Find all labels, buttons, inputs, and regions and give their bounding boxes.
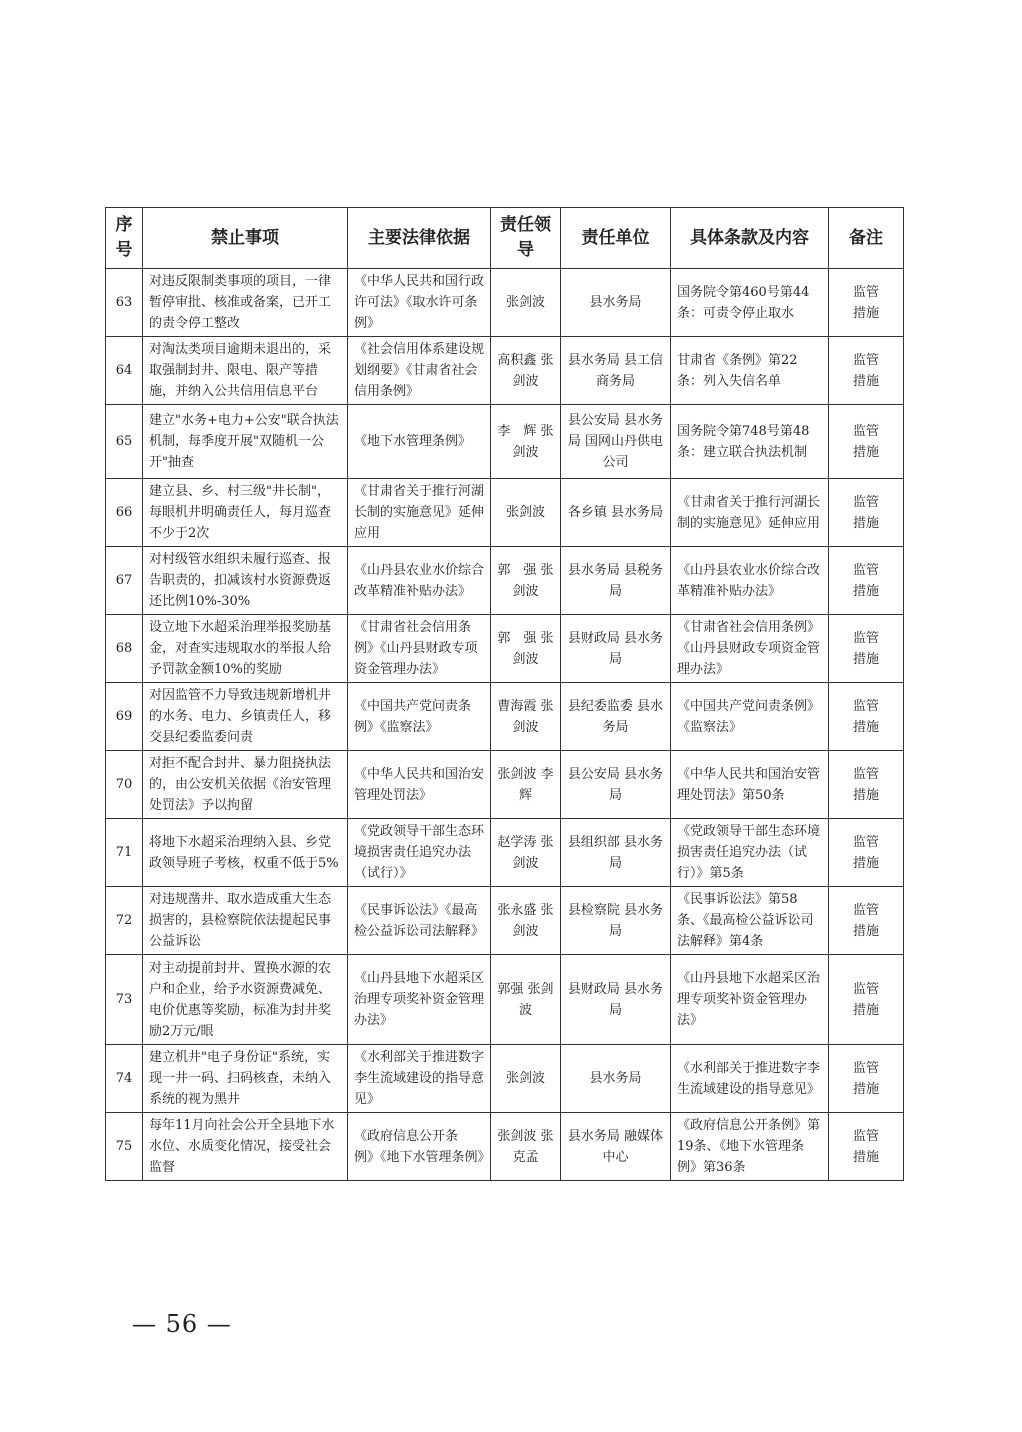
cell-basis: 《山丹县农业水价综合改革精准补贴办法》 <box>348 547 491 615</box>
cell-leader: 张剑波 李 辉 <box>491 751 561 819</box>
cell-leader: 张剑波 张克孟 <box>491 1113 561 1181</box>
cell-remark: 监管措施 <box>829 1045 904 1113</box>
cell-leader: 郭强 张剑波 <box>491 955 561 1045</box>
cell-seq: 67 <box>106 547 143 615</box>
cell-unit: 县公安局 县水务局 <box>561 751 671 819</box>
header-remark: 备注 <box>829 208 904 269</box>
cell-seq: 72 <box>106 887 143 955</box>
header-item: 禁止事项 <box>143 208 348 269</box>
cell-basis: 《山丹县地下水超采区治理专项奖补资金管理办法》 <box>348 955 491 1045</box>
cell-item: 对因监管不力导致违规新增机井的水务、电力、乡镇责任人，移交县纪委监委问责 <box>143 683 348 751</box>
cell-remark: 监管措施 <box>829 479 904 547</box>
cell-clause: 《甘肃省社会信用条例》《山丹县财政专项资金管理办法》 <box>671 615 829 683</box>
cell-clause: 《民事诉讼法》第58条、《最高检公益诉讼司法解释》第4条 <box>671 887 829 955</box>
table-row <box>106 405 904 479</box>
cell-item: 对违规凿井、取水造成重大生态损害的，县检察院依法提起民事公益诉讼 <box>143 887 348 955</box>
cell-seq: 75 <box>106 1113 143 1181</box>
cell-remark: 监管措施 <box>829 819 904 887</box>
cell-item: 对违反限制类事项的项目，一律暂停审批、核准或备案，已开工的责令停工整改 <box>143 269 348 337</box>
cell-item: 建立"水务+电力+公安"联合执法机制，每季度开展"双随机一公开"抽查 <box>143 405 348 479</box>
table-row <box>106 1113 904 1181</box>
table-header-row <box>106 208 904 269</box>
cell-leader: 张剑波 <box>491 1045 561 1113</box>
cell-remark: 监管措施 <box>829 615 904 683</box>
cell-leader: 张永盛 张剑波 <box>491 887 561 955</box>
cell-item: 对淘汰类项目逾期未退出的，采取强制封井、限电、限产等措施，并纳入公共信用信息平台 <box>143 337 348 405</box>
cell-remark: 监管措施 <box>829 1113 904 1181</box>
cell-clause: 《甘肃省关于推行河湖长制的实施意见》延伸应用 <box>671 479 829 547</box>
cell-unit: 县公安局 县水务局 国网山丹供电公司 <box>561 405 671 479</box>
cell-unit: 县组织部 县水务局 <box>561 819 671 887</box>
cell-leader: 张剑波 <box>491 269 561 337</box>
cell-unit: 县财政局 县水务局 <box>561 955 671 1045</box>
cell-basis: 《地下水管理条例》 <box>348 405 491 479</box>
cell-leader: 郭 强 张剑波 <box>491 615 561 683</box>
table-row <box>106 955 904 1045</box>
cell-unit: 县水务局 县工信商务局 <box>561 337 671 405</box>
cell-seq: 70 <box>106 751 143 819</box>
cell-leader: 李 辉 张剑波 <box>491 405 561 479</box>
table-row <box>106 887 904 955</box>
cell-clause: 《山丹县农业水价综合改革精准补贴办法》 <box>671 547 829 615</box>
cell-item: 建立机井"电子身份证"系统，实现一井一码、扫码核查，未纳入系统的视为黑井 <box>143 1045 348 1113</box>
cell-basis: 《党政领导干部生态环境损害责任追究办法（试行）》 <box>348 819 491 887</box>
table-row <box>106 1045 904 1113</box>
cell-clause: 国务院令第748号第48条：建立联合执法机制 <box>671 405 829 479</box>
cell-leader: 高积鑫 张剑波 <box>491 337 561 405</box>
cell-seq: 63 <box>106 269 143 337</box>
header-basis: 主要法律依据 <box>348 208 491 269</box>
cell-clause: 《山丹县地下水超采区治理专项奖补资金管理办法》 <box>671 955 829 1045</box>
cell-item: 每年11月向社会公开全县地下水水位、水质变化情况，接受社会监督 <box>143 1113 348 1181</box>
cell-leader: 张剑波 <box>491 479 561 547</box>
cell-basis: 《社会信用体系建设规划纲要》《甘肃省社会信用条例》 <box>348 337 491 405</box>
cell-seq: 66 <box>106 479 143 547</box>
header-leader: 责任领导 <box>491 208 561 269</box>
cell-remark: 监管措施 <box>829 751 904 819</box>
cell-item: 对村级管水组织未履行巡查、报告职责的，扣减该村水资源费返还比例10%-30% <box>143 547 348 615</box>
cell-item: 对主动提前封井、置换水源的农户和企业，给予水资源费减免、电价优惠等奖励，标准为封井奖励2万元/眼 <box>143 955 348 1045</box>
cell-basis: 《政府信息公开条例》《地下水管理条例》 <box>348 1113 491 1181</box>
table-row <box>106 547 904 615</box>
header-clause: 具体条款及内容 <box>671 208 829 269</box>
cell-seq: 65 <box>106 405 143 479</box>
cell-basis: 《中华人民共和国行政许可法》《取水许可条例》 <box>348 269 491 337</box>
cell-unit: 县水务局 县税务局 <box>561 547 671 615</box>
cell-unit: 县检察院 县水务局 <box>561 887 671 955</box>
cell-clause: 《水利部关于推进数字李生流域建设的指导意见》 <box>671 1045 829 1113</box>
cell-basis: 《水利部关于推进数字李生流域建设的指导意见》 <box>348 1045 491 1113</box>
cell-remark: 监管措施 <box>829 337 904 405</box>
cell-clause: 国务院令第460号第44条：可责令停止取水 <box>671 269 829 337</box>
cell-remark: 监管措施 <box>829 405 904 479</box>
cell-basis: 《甘肃省关于推行河湖长制的实施意见》延伸应用 <box>348 479 491 547</box>
cell-basis: 《甘肃省社会信用条例》《山丹县财政专项资金管理办法》 <box>348 615 491 683</box>
cell-remark: 监管措施 <box>829 887 904 955</box>
table-row <box>106 337 904 405</box>
cell-seq: 64 <box>106 337 143 405</box>
cell-unit: 县纪委监委 县水务局 <box>561 683 671 751</box>
cell-remark: 监管措施 <box>829 955 904 1045</box>
cell-leader: 曹海霞 张剑波 <box>491 683 561 751</box>
cell-leader: 赵学涛 张剑波 <box>491 819 561 887</box>
cell-unit: 县水务局 <box>561 1045 671 1113</box>
table-body <box>106 269 904 1181</box>
cell-basis: 《中华人民共和国治安管理处罚法》 <box>348 751 491 819</box>
table-row <box>106 269 904 337</box>
cell-unit: 县水务局 融媒体中心 <box>561 1113 671 1181</box>
cell-clause: 《政府信息公开条例》第19条、《地下水管理条例》第36条 <box>671 1113 829 1181</box>
cell-item: 建立县、乡、村三级"井长制"，每眼机井明确责任人，每月巡查不少于2次 <box>143 479 348 547</box>
cell-unit: 县水务局 <box>561 269 671 337</box>
cell-seq: 74 <box>106 1045 143 1113</box>
cell-seq: 69 <box>106 683 143 751</box>
table-row <box>106 615 904 683</box>
cell-seq: 73 <box>106 955 143 1045</box>
measures-table <box>105 207 904 1181</box>
cell-item: 设立地下水超采治理举报奖励基金，对查实违规取水的举报人给予罚款金额10%的奖励 <box>143 615 348 683</box>
table-row <box>106 683 904 751</box>
cell-unit: 县财政局 县水务局 <box>561 615 671 683</box>
cell-item: 对拒不配合封井、暴力阻挠执法的，由公安机关依据《治安管理处罚法》予以拘留 <box>143 751 348 819</box>
cell-remark: 监管措施 <box>829 269 904 337</box>
header-seq: 序号 <box>106 208 143 269</box>
cell-seq: 71 <box>106 819 143 887</box>
cell-item: 将地下水超采治理纳入县、乡党政领导班子考核，权重不低于5% <box>143 819 348 887</box>
cell-clause: 《党政领导干部生态环境损害责任追究办法（试行）》第5条 <box>671 819 829 887</box>
cell-clause: 甘肃省《条例》第22条：列入失信名单 <box>671 337 829 405</box>
cell-remark: 监管措施 <box>829 547 904 615</box>
cell-clause: 《中华人民共和国治安管理处罚法》第50条 <box>671 751 829 819</box>
header-unit: 责任单位 <box>561 208 671 269</box>
cell-remark: 监管措施 <box>829 683 904 751</box>
table-row <box>106 751 904 819</box>
cell-basis: 《中国共产党问责条例》《监察法》 <box>348 683 491 751</box>
table-row <box>106 479 904 547</box>
cell-clause: 《中国共产党问责条例》《监察法》 <box>671 683 829 751</box>
cell-basis: 《民事诉讼法》《最高检公益诉讼司法解释》 <box>348 887 491 955</box>
cell-seq: 68 <box>106 615 143 683</box>
cell-unit: 各乡镇 县水务局 <box>561 479 671 547</box>
page-number: — 56 — <box>132 1310 232 1338</box>
table-row <box>106 819 904 887</box>
cell-leader: 郭 强 张剑波 <box>491 547 561 615</box>
